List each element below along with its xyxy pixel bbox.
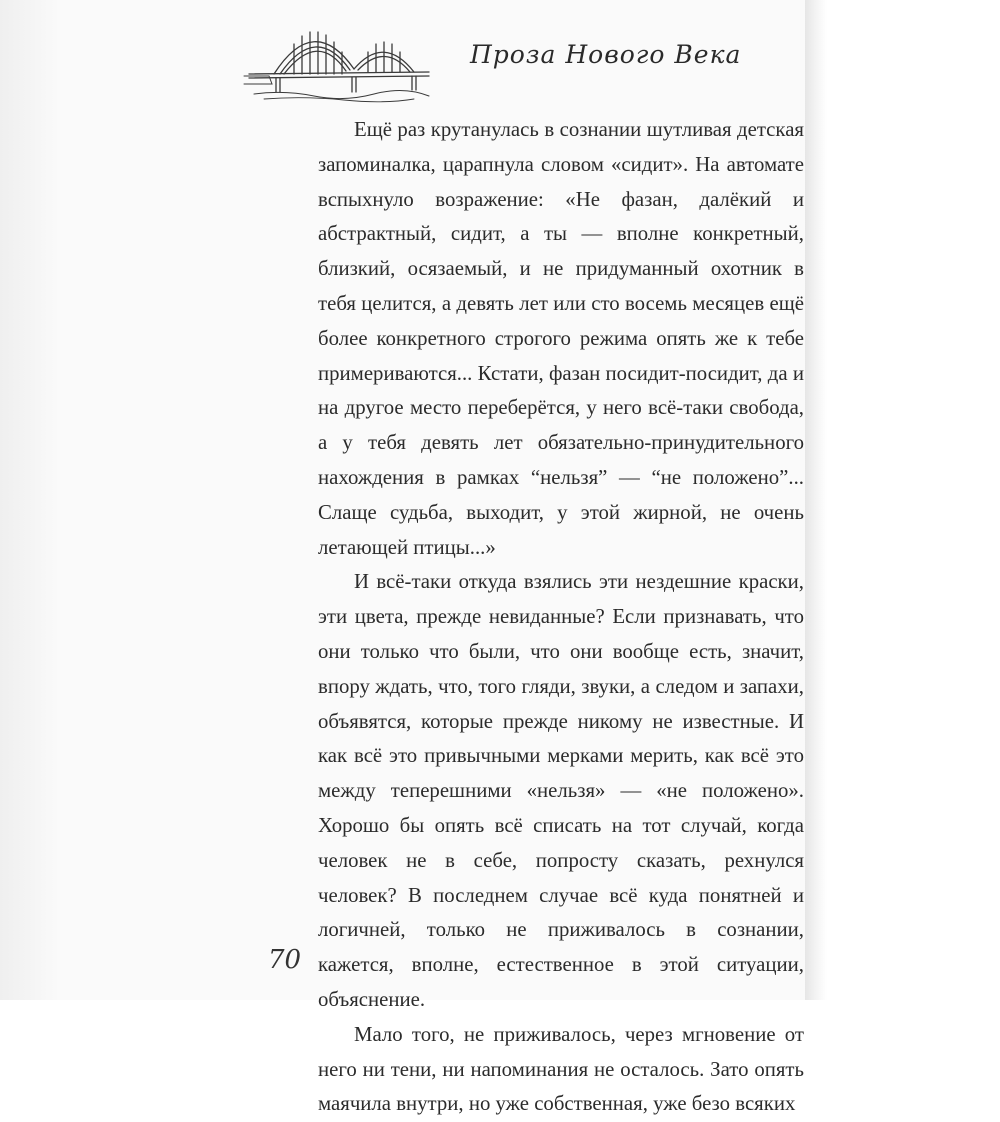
paragraph: Мало того, не приживалось, через мгновение от него ни тени, ни напоминания не осталось. Зато опять маячила внутри, но уже собственная, уже безо всяких xyxy=(318,1022,804,1116)
page-gutter-shadow xyxy=(0,0,60,1000)
paragraph: Ещё раз крутанулась в сознании шутливая детская запоминалка, царапнула словом «сидит». На автомате вспыхнуло возражение: «Не фазан, далёкий и абстрактный, сидит, а ты — вполне конкретный, близкий, осязаемый, и не придуманный охотник в тебя целится, а девять лет или сто восемь месяцев ещё более конкретного строгого режима опять же к тебе примериваются... Кстати, фазан посидит-посидит, да и на другое место переберётся, у него всё-таки свобода, а у тебя девять лет обязательно-принудительного нахождения в рамках “нельзя” — “не положено”... Слаще судьба, выходит, у этой жирной, не очень летающей птицы...» xyxy=(318,118,804,559)
page-number: 70 xyxy=(268,945,302,975)
paragraph: И всё-таки откуда взялись эти нездешние краски, эти цвета, прежде невиданные? Если признавать, что они только что были, что они вообще есть, значит, впору ждать, что, того гляди, звуки, а следом и запахи, объявятся, которые прежде никому не известные. И как всё это привычными мерками мерить, как всё это между теперешними «нельзя» — «не положено». Хорошо бы опять всё списать на тот случай, когда человек не в себе, попросту сказать, рехнулся человек? В последнем случае всё куда понятней и логичней, только не приживалось в сознании, кажется, вполне, естественное в этой ситуации, объяснение. xyxy=(318,570,804,1011)
page-edge-shadow xyxy=(805,0,827,1000)
series-title: Проза Нового Века xyxy=(470,40,742,69)
bridge-illustration xyxy=(244,14,434,102)
body-text xyxy=(318,113,804,1122)
